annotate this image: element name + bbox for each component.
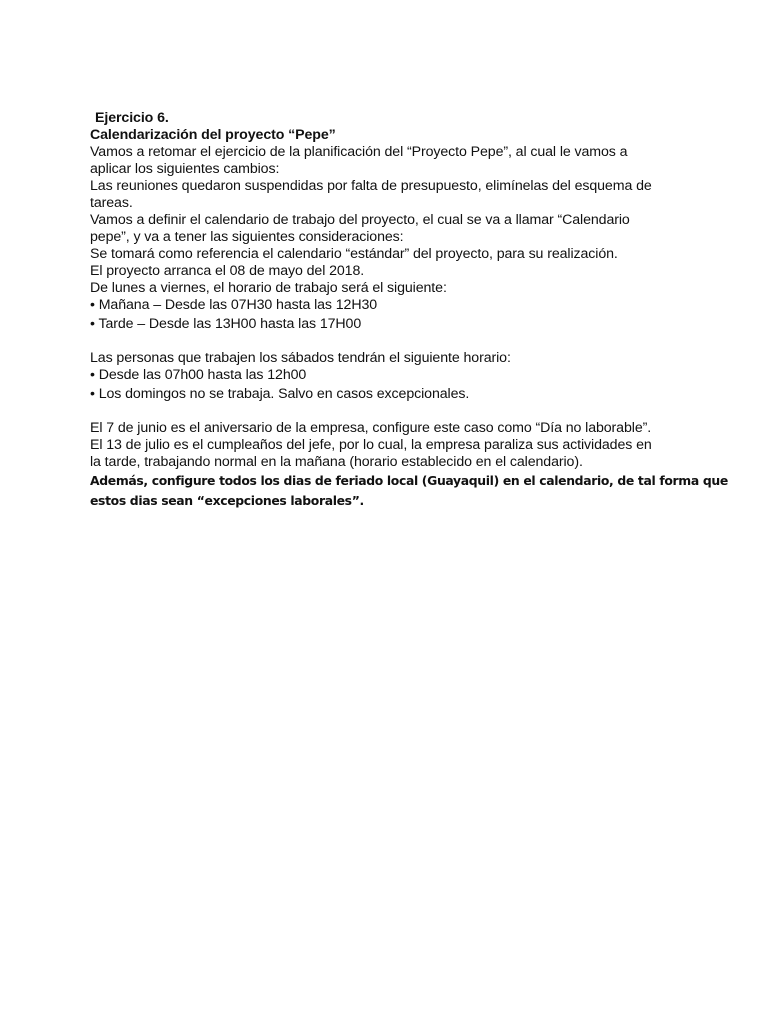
- intro-line-6: pepe”, y va a tener las siguientes consideraciones:: [90, 229, 404, 245]
- intro-line-7: Se tomará como referencia el calendario “estándar” del proyecto, para su realización.: [90, 246, 618, 262]
- weekday-bullet-afternoon: • Tarde – Desde las 13H00 hasta las 17H00: [90, 316, 362, 332]
- saturday-bullet-hours: • Desde las 07h00 hasta las 12h00: [90, 367, 307, 383]
- closing-line-1: El 7 de junio es el aniversario de la empresa, configure este caso como “Día no laborable”.: [90, 420, 652, 436]
- document-page: [90, 110, 728, 511]
- intro-line-8: El proyecto arranca el 08 de mayo del 2018.: [90, 263, 365, 279]
- final-bold-line-2: estos dias sean “excepciones laborales”.: [90, 493, 364, 508]
- saturday-intro: Las personas que trabajen los sábados tendrán el siguiente horario:: [90, 350, 511, 366]
- intro-line-9: De lunes a viernes, el horario de trabajo será el siguiente:: [90, 280, 447, 296]
- closing-line-2: El 13 de julio es el cumpleaños del jefe, por lo cual, la empresa paraliza sus actividades en: [90, 437, 652, 453]
- intro-line-2: aplicar los siguientes cambios:: [90, 161, 280, 177]
- intro-line-1: Vamos a retomar el ejercicio de la planificación del “Proyecto Pepe”, al cual le vamos a: [90, 144, 628, 160]
- intro-line-3: Las reuniones quedaron suspendidas por falta de presupuesto, elimínelas del esquema de: [90, 178, 652, 194]
- exercise-title: Ejercicio 6.: [95, 110, 169, 126]
- intro-line-4: tareas.: [90, 195, 133, 211]
- final-bold-line-1: Además, configure todos los dias de feriado local (Guayaquil) en el calendario, de tal forma que: [90, 473, 728, 488]
- intro-line-5: Vamos a definir el calendario de trabajo del proyecto, el cual se va a llamar “Calendario: [90, 212, 630, 228]
- weekday-bullet-morning: • Mañana – Desde las 07H30 hasta las 12H30: [90, 297, 378, 313]
- exercise-subtitle: Calendarización del proyecto “Pepe”: [90, 127, 336, 143]
- sunday-bullet: • Los domingos no se trabaja. Salvo en casos excepcionales.: [90, 386, 470, 402]
- closing-line-3: la tarde, trabajando normal en la mañana (horario establecido en el calendario).: [90, 454, 583, 470]
